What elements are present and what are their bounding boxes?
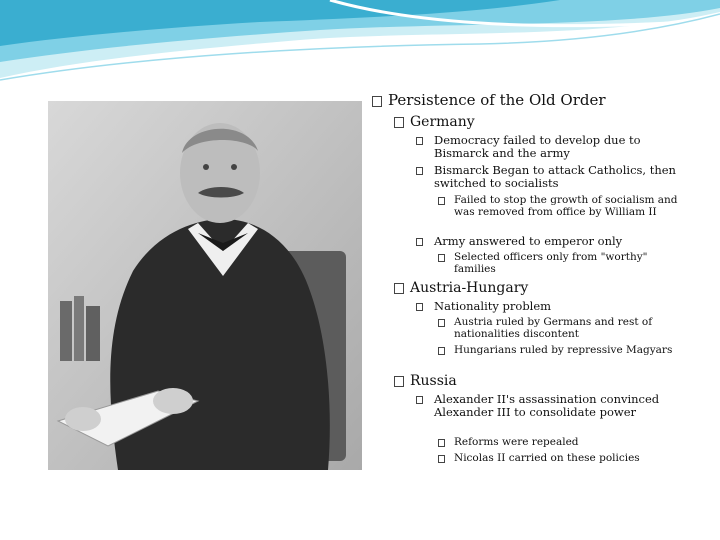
subpoint-russia-nicolas: Nicolas II carried on these policies bbox=[438, 452, 678, 464]
bullet-icon bbox=[394, 117, 404, 128]
point-austria-nationality: Nationality problem bbox=[416, 300, 676, 313]
bullet-icon bbox=[438, 254, 445, 262]
portrait-engraving-icon bbox=[48, 101, 362, 470]
bullet-icon bbox=[438, 319, 445, 327]
subpoint-russia-reforms: Reforms were repealed bbox=[438, 436, 678, 448]
point-germany-bismarck: Bismarck Began to attack Catholics, then switched to socialists bbox=[416, 164, 676, 190]
subpoint-austria-germans: Austria ruled by Germans and rest of nationalities discontent bbox=[438, 316, 678, 340]
section-heading-austria-hungary: Austria-Hungary bbox=[394, 280, 694, 296]
bullet-icon bbox=[372, 96, 382, 107]
bullet-icon bbox=[416, 238, 423, 246]
subpoint-germany-officers: Selected officers only from "worthy" families bbox=[438, 251, 663, 275]
point-germany-army: Army answered to emperor only bbox=[416, 235, 676, 248]
point-russia-alexander: Alexander II's assassination convinced Alexander III to consolidate power bbox=[416, 393, 676, 419]
bullet-icon bbox=[438, 439, 445, 447]
bullet-icon bbox=[438, 455, 445, 463]
bullet-icon bbox=[394, 376, 404, 387]
bullet-icon bbox=[416, 167, 423, 175]
subpoint-austria-magyars: Hungarians ruled by repressive Magyars bbox=[438, 344, 678, 356]
section-heading-germany: Germany bbox=[394, 114, 694, 130]
bullet-icon bbox=[416, 137, 423, 145]
bullet-icon bbox=[438, 347, 445, 355]
header-wave bbox=[0, 0, 720, 90]
portrait-image bbox=[48, 101, 362, 470]
bullet-icon bbox=[394, 283, 404, 294]
point-germany-democracy: Democracy failed to develop due to Bismarck and the army bbox=[416, 134, 676, 160]
bullet-icon bbox=[438, 197, 445, 205]
section-heading-russia: Russia bbox=[394, 373, 694, 389]
bullet-icon bbox=[416, 303, 423, 311]
bullet-icon bbox=[416, 396, 423, 404]
slide-title: Persistence of the Old Order bbox=[372, 92, 712, 109]
subpoint-germany-socialism: Failed to stop the growth of socialism and was removed from office by William II bbox=[438, 194, 678, 218]
